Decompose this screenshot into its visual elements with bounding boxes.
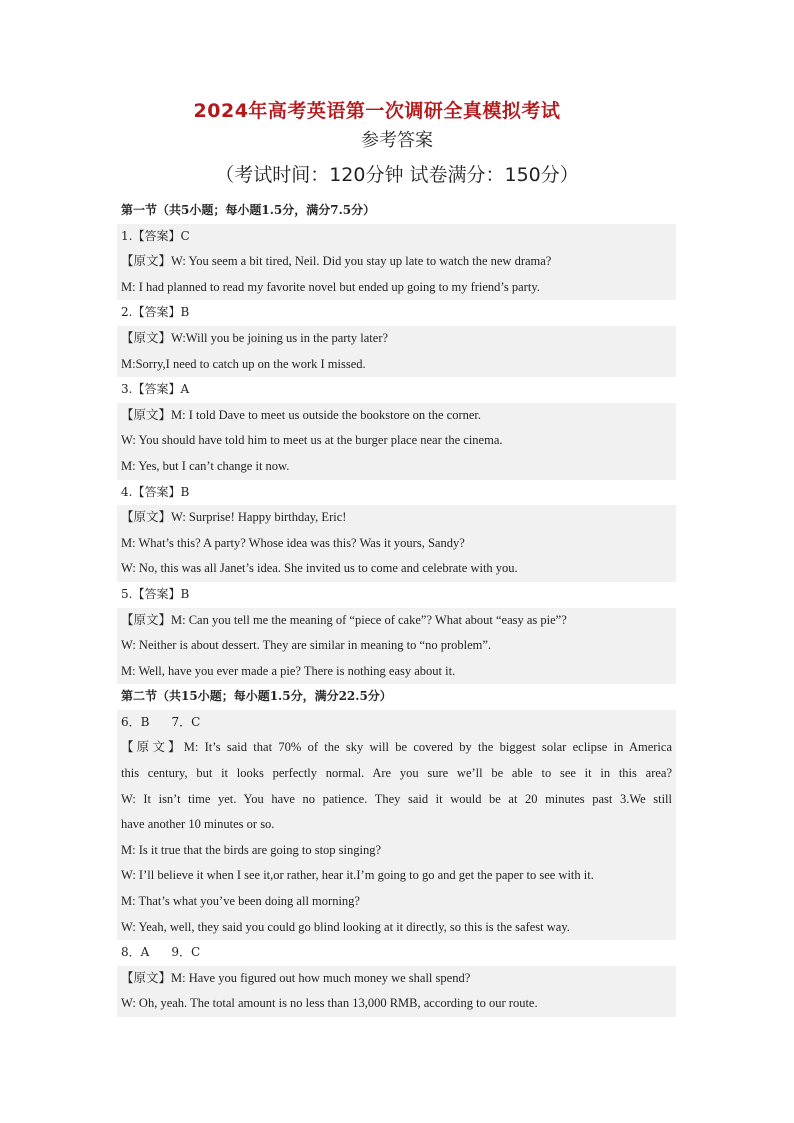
transcript-line: have another 10 minutes or so. <box>117 812 676 838</box>
transcript-line: W: You should have told him to meet us at the burger place near the cinema. <box>117 428 676 454</box>
transcript-line: this century, but it looks perfectly normal. Are you sure we’ll be able to see it in this area? <box>117 761 676 787</box>
transcript-line: 【原文】M: It’s said that 70% of the sky will be covered by the biggest solar eclipse in America <box>117 735 676 761</box>
section-heading-1: 第一节（共5小题；每小题1.5分，满分7.5分） <box>121 203 376 217</box>
document-title: 2024年高考英语第一次调研全真模拟考试 <box>193 100 561 122</box>
transcript-line: W: Oh, yeah. The total amount is no less than 13,000 RMB, according to our route. <box>117 991 676 1017</box>
transcript-line: M: I had planned to read my favorite novel but ended up going to my friend’s party. <box>117 275 676 301</box>
transcript-line: W: Neither is about dessert. They are similar in meaning to “no problem”. <box>117 633 676 659</box>
answer-q8-q9 <box>117 940 676 966</box>
transcript-line: 【原文】M: Have you figured out how much money we shall spend? <box>117 966 676 992</box>
answer-q5: 5.【答案】B <box>121 586 190 601</box>
transcript-line: M: Well, have you ever made a pie? There is nothing easy about it. <box>117 659 676 685</box>
answer-content <box>117 198 676 1017</box>
transcript-line: W: No, this was all Janet’s idea. She invited us to come and celebrate with you. <box>117 556 676 582</box>
exam-info: （考试时间：120分钟 试卷满分：150分） <box>215 164 579 186</box>
transcript-line: 【原文】M: I told Dave to meet us outside the bookstore on the corner. <box>117 403 676 429</box>
transcript-line: M: That’s what you’ve been doing all morning? <box>117 889 676 915</box>
transcript-line: M: What’s this? A party? Whose idea was this? Was it yours, Sandy? <box>117 531 676 557</box>
answer-q4: 4.【答案】B <box>121 484 190 499</box>
answer-q6: 6．B <box>121 714 150 729</box>
transcript-line: M: Is it true that the birds are going to stop singing? <box>117 838 676 864</box>
answer-q7: 7．C <box>171 714 201 729</box>
answer-q1: 1.【答案】C <box>117 224 676 250</box>
transcript-line: W: I’ll believe it when I see it,or rather, hear it.I’m going to go and get the paper to see with it. <box>117 863 676 889</box>
transcript-line: M: Yes, but I can’t change it now. <box>117 454 676 480</box>
transcript-line: W: Yeah, well, they said you could go blind looking at it directly, so this is the safest way. <box>117 915 676 941</box>
transcript-line: W: It isn’t time yet. You have no patience. They said it would be at 20 minutes past 3.We still <box>117 787 676 813</box>
transcript-line: 【原文】W: Surprise! Happy birthday, Eric! <box>117 505 676 531</box>
answer-q3: 3.【答案】A <box>121 382 190 397</box>
answer-q2: 2.【答案】B <box>121 305 190 320</box>
transcript-line: M:Sorry,I need to catch up on the work I missed. <box>117 352 676 378</box>
answer-q8: 8．A <box>121 945 150 960</box>
transcript-line: 【原文】W:Will you be joining us in the party later? <box>117 326 676 352</box>
section-heading-2: 第二节（共15小题；每小题1.5分，满分22.5分） <box>121 689 392 704</box>
answer-q6-q7 <box>117 710 676 736</box>
answer-q9: 9．C <box>171 945 201 960</box>
transcript-line: 【原文】M: Can you tell me the meaning of “piece of cake”? What about “easy as pie”? <box>117 608 676 634</box>
transcript-line: 【原文】W: You seem a bit tired, Neil. Did you stay up late to watch the new drama? <box>117 249 676 275</box>
document-subtitle: 参考答案 <box>361 130 433 151</box>
